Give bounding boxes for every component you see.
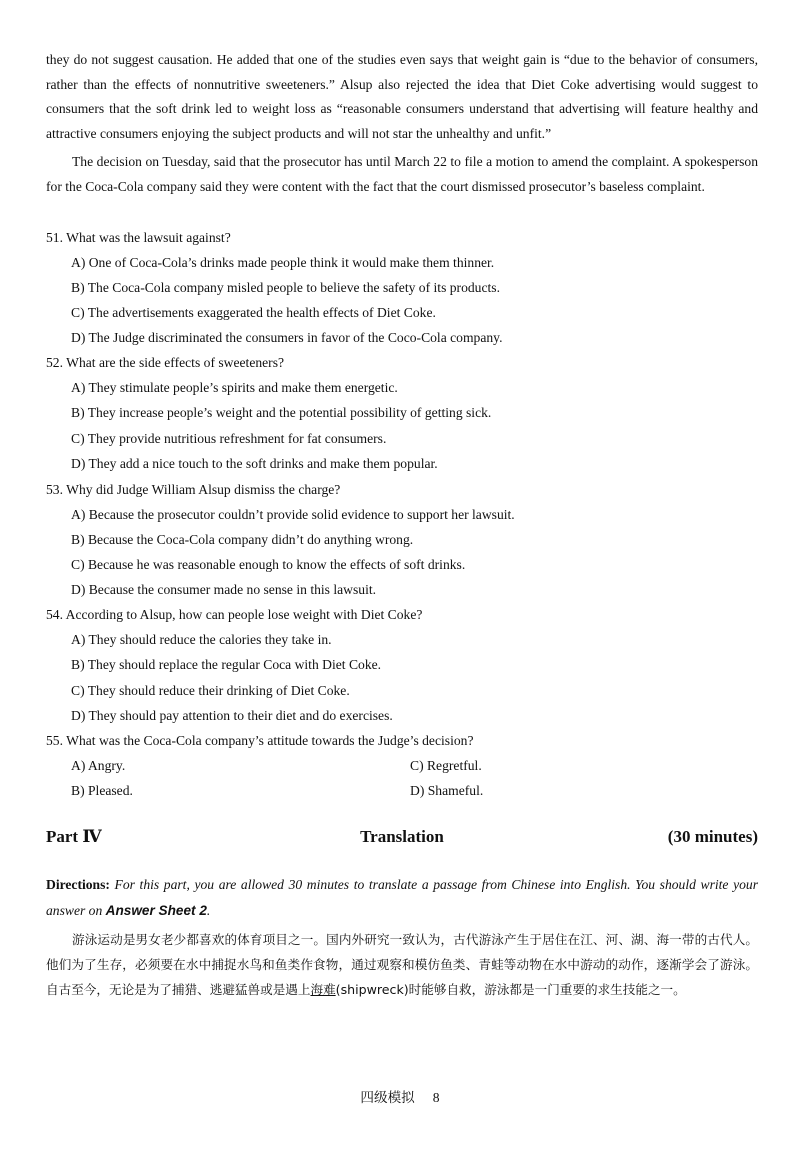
question-52-option-b: B) They increase people’s weight and the potential possibility of getting sick. — [71, 405, 492, 420]
question-52-option-c: C) They provide nutritious refreshment for fat consumers. — [71, 431, 387, 446]
directions-end: . — [206, 903, 211, 918]
translation-passage — [46, 927, 758, 1002]
footer-label: 四级模拟 — [360, 1090, 415, 1105]
question-51-option-d: D) The Judge discriminated the consumers in favor of the Coco-Cola company. — [71, 330, 503, 345]
question-54-option-c: C) They should reduce their drinking of Diet Coke. — [71, 683, 350, 698]
passage-paragraph-1: they do not suggest causation. He added that one of the studies even says that weight gain is “due to the behavior of consumers, rather than the effects of nonnutritive sweeteners.” Alsup also rejected the idea that Diet Coke advertising would suggest to consumers that the soft drink led to weight loss as “reasonable consumers understand that advertising will feature healthy and attractive consumers enjoying the subject products and will not star the unhealthy and unfit.” — [46, 52, 758, 141]
translation-text-2: (shipwreck)时能够自救，游泳都是一门重要的求生技能之一。 — [335, 982, 686, 997]
translation-text-1: 游泳运动是男女老少都喜欢的体育项目之一。国内外研究一致认为，古代游泳产生于居住在江、河、湖、海一带的古代人。他们为了生存，必须要在水中捕捉水鸟和鱼类作食物，通过观察和模仿鱼类、青蛙等动物在水中游动的动作，逐渐学会了游泳。自古至今，无论是为了捕猎、逃避猛兽或是遇上 — [46, 932, 758, 997]
question-55-option-d: D) Shameful. — [410, 783, 484, 798]
question-53-stem: 53. Why did Judge William Alsup dismiss the charge? — [46, 482, 341, 497]
question-55-option-b: B) Pleased. — [71, 783, 133, 798]
question-55-option-c: C) Regretful. — [410, 758, 482, 773]
question-52-stem: 52. What are the side effects of sweeteners? — [46, 355, 285, 370]
part-heading — [46, 827, 758, 853]
part-time: (30 minutes) — [667, 827, 758, 846]
question-55-option-a: A) Angry. — [71, 758, 126, 773]
question-55-stem: 55. What was the Coca-Cola company’s attitude towards the Judge’s decision? — [46, 733, 474, 748]
question-54-option-d: D) They should pay attention to their diet and do exercises. — [71, 708, 393, 723]
question-54-option-a: A) They should reduce the calories they take in. — [71, 632, 332, 647]
question-51-option-c: C) The advertisements exaggerated the health effects of Diet Coke. — [71, 305, 436, 320]
answer-sheet-reference: Answer Sheet 2 — [105, 903, 207, 918]
question-53-option-a: A) Because the prosecutor couldn’t provide solid evidence to support her lawsuit. — [71, 507, 515, 522]
part-title: Translation — [360, 827, 444, 846]
question-51-stem: 51. What was the lawsuit against? — [46, 230, 231, 245]
question-51-option-a: A) One of Coca-Cola’s drinks made people think it would make them thinner. — [71, 255, 495, 270]
page-number: 8 — [432, 1090, 440, 1105]
directions-label: Directions: — [46, 877, 110, 892]
question-54-option-b: B) They should replace the regular Coca with Diet Coke. — [71, 657, 382, 672]
directions — [46, 872, 758, 924]
question-53-option-c: C) Because he was reasonable enough to know the effects of soft drinks. — [71, 557, 466, 572]
question-53-option-b: B) Because the Coca-Cola company didn’t do anything wrong. — [71, 532, 414, 547]
question-54-stem: 54. According to Alsup, how can people lose weight with Diet Coke? — [46, 607, 423, 622]
question-53-option-d: D) Because the consumer made no sense in this lawsuit. — [71, 582, 377, 597]
part-label: Part Ⅳ — [46, 827, 102, 846]
passage-paragraph-2: The decision on Tuesday, said that the prosecutor has until March 22 to file a motion to amend the complaint. A spokesperson for the Coca-Cola company said they were content with the fact that the court dismissed prosecutor’s baseless complaint. — [46, 154, 758, 194]
directions-text: For this part, you are allowed 30 minutes to translate a passage from Chinese into English. You should write your answer on — [46, 877, 758, 918]
question-52-option-a: A) They stimulate people’s spirits and make them energetic. — [71, 380, 398, 395]
question-52-option-d: D) They add a nice touch to the soft drinks and make them popular. — [71, 456, 438, 471]
page-footer — [0, 1086, 800, 1106]
translation-underlined-term: 海难 — [310, 982, 336, 997]
question-51-option-b: B) The Coca-Cola company misled people to believe the safety of its products. — [71, 280, 500, 295]
